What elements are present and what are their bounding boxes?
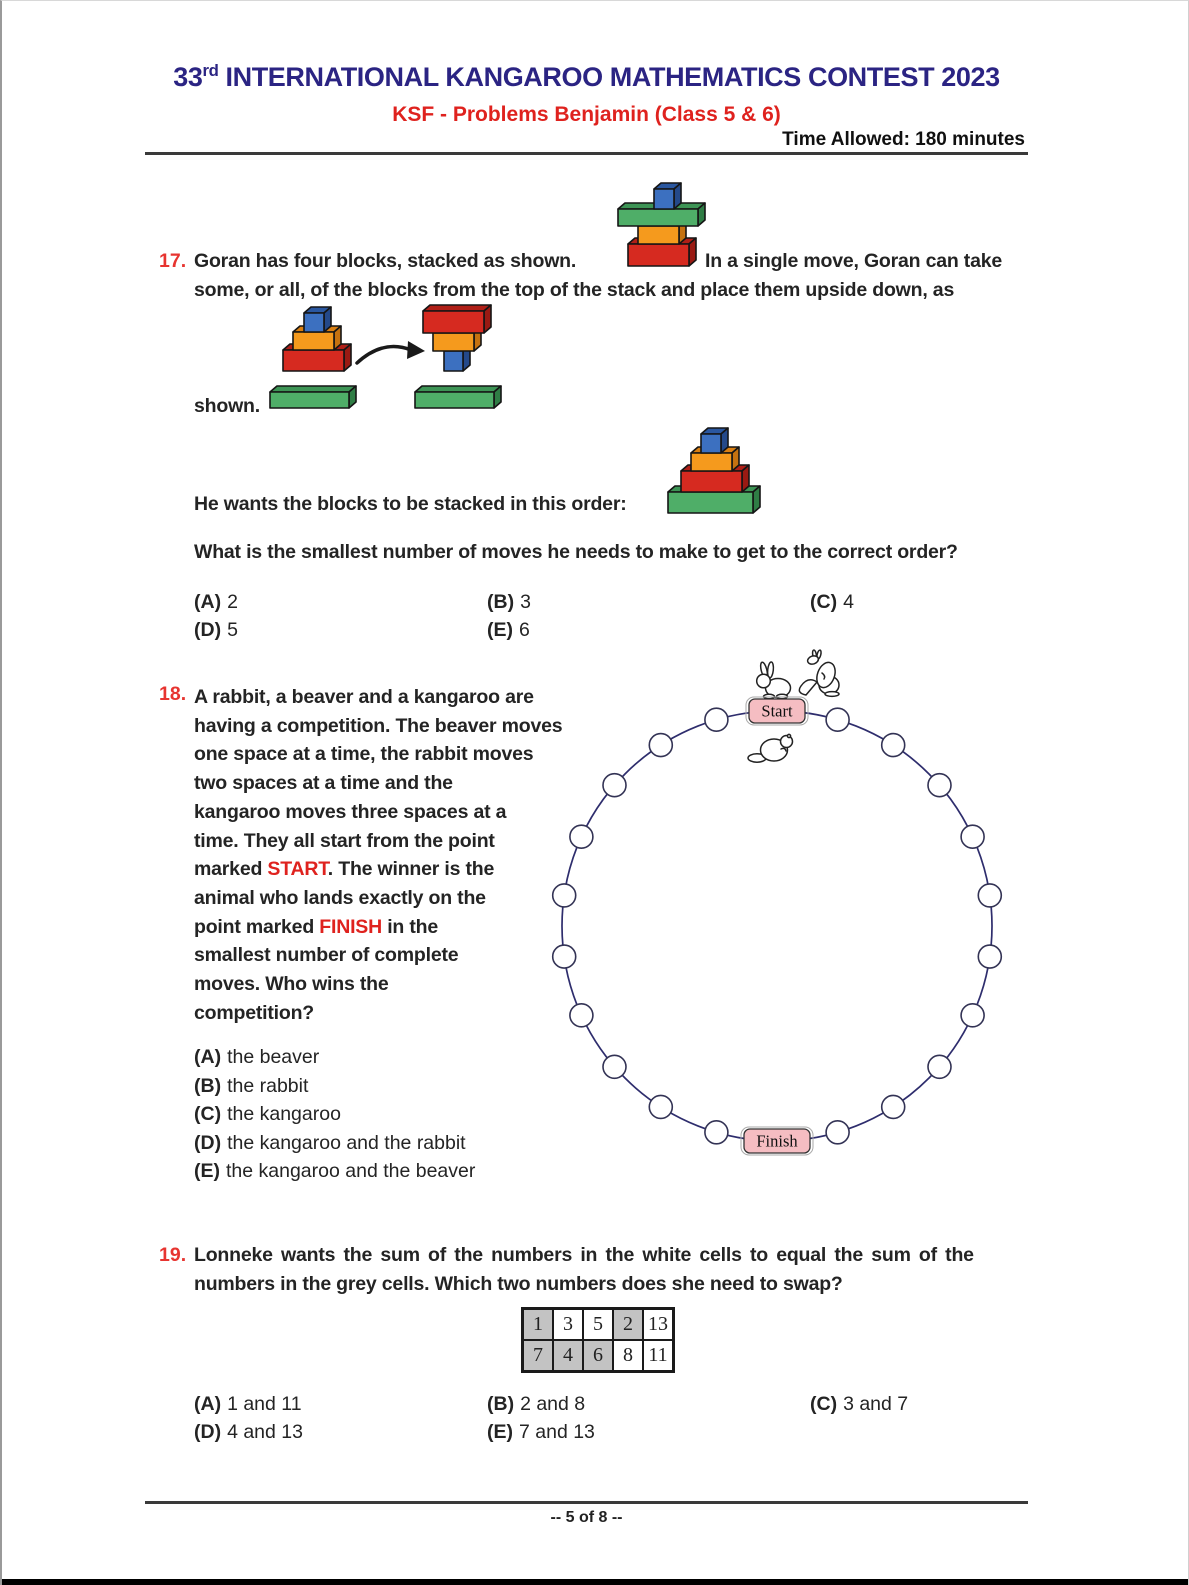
finish-word: FINISH bbox=[319, 915, 382, 938]
footer-rule bbox=[145, 1501, 1028, 1504]
finish-label bbox=[741, 1127, 813, 1155]
title-ordinal-suffix: rd bbox=[202, 61, 219, 80]
q17-option-e: (E) 6 bbox=[487, 619, 530, 641]
track-node bbox=[705, 708, 728, 731]
q19-line1: Lonneke wants the sum of the numbers in the white cells to equal the sum of the bbox=[194, 1244, 974, 1266]
q19-option-a: (A) 1 and 11 bbox=[194, 1393, 302, 1415]
track-node bbox=[978, 945, 1001, 968]
track-node bbox=[553, 945, 576, 968]
q17-number: 17. bbox=[159, 250, 187, 272]
time-allowed: Time Allowed: 180 minutes bbox=[782, 129, 1025, 150]
track-circle bbox=[562, 711, 992, 1141]
q18-line: moves. Who wins the bbox=[194, 973, 389, 996]
q18-line: kangaroo moves three spaces at a bbox=[194, 800, 507, 823]
q19-option-b: (B) 2 and 8 bbox=[487, 1393, 586, 1415]
track-node bbox=[978, 884, 1001, 907]
q19-option-c: (C) 3 and 7 bbox=[810, 1393, 909, 1415]
track-node bbox=[961, 1004, 984, 1027]
blue-block bbox=[304, 307, 331, 332]
q18-text bbox=[194, 683, 562, 1027]
q17-question: What is the smallest number of moves he needs to make to get to the correct order? bbox=[194, 541, 958, 563]
q18-line: marked START. The winner is the bbox=[194, 858, 495, 881]
bottom-edge bbox=[2, 1579, 1189, 1585]
q17-option-b: (B) 3 bbox=[487, 591, 531, 613]
track-node bbox=[928, 1055, 951, 1078]
target-stack-figure bbox=[658, 425, 768, 523]
q19-option-e: (E) 7 and 13 bbox=[487, 1421, 595, 1443]
q18-line: two spaces at a time and the bbox=[194, 772, 453, 795]
table-cell: 3 bbox=[553, 1309, 583, 1340]
q18-line: A rabbit, a beaver and a kangaroo are bbox=[194, 686, 534, 708]
table-cell: 4 bbox=[553, 1340, 583, 1371]
track-node bbox=[961, 825, 984, 848]
q18-option-e: (E) the kangaroo and the beaver bbox=[194, 1160, 476, 1182]
page-title bbox=[145, 61, 1028, 93]
table-cell: 1 bbox=[523, 1309, 553, 1340]
rabbit-icon bbox=[757, 662, 791, 699]
green-block bbox=[415, 386, 501, 408]
svg-text:Start: Start bbox=[761, 701, 793, 721]
table-cell: 2 bbox=[613, 1309, 643, 1340]
track-node bbox=[603, 774, 626, 797]
move-demo-figure bbox=[265, 299, 510, 421]
blue-block bbox=[654, 183, 681, 209]
track-node bbox=[826, 1121, 849, 1144]
q18-line: competition? bbox=[194, 1001, 315, 1024]
q17-line1b: In a single move, Goran can take bbox=[705, 250, 1003, 272]
track-node bbox=[705, 1121, 728, 1144]
q18-line: point marked FINISH in the bbox=[194, 915, 438, 938]
green-block bbox=[270, 386, 356, 408]
move-arrow-icon bbox=[357, 341, 425, 363]
track-node bbox=[882, 734, 905, 757]
q19-option-d: (D) 4 and 13 bbox=[194, 1421, 303, 1443]
q18-line: smallest number of complete bbox=[194, 944, 459, 967]
track-node bbox=[649, 734, 672, 757]
q18-line: animal who lands exactly on the bbox=[194, 886, 486, 909]
q17-line4: He wants the blocks to be stacked in this order: bbox=[194, 493, 627, 515]
q17-option-c: (C) 4 bbox=[810, 591, 854, 613]
table-cell: 13 bbox=[643, 1309, 673, 1340]
table-cell: 5 bbox=[583, 1309, 613, 1340]
track-node bbox=[570, 825, 593, 848]
q19-table bbox=[521, 1307, 675, 1373]
track-node bbox=[826, 708, 849, 731]
page-number: -- 5 of 8 -- bbox=[550, 1509, 623, 1526]
track-node bbox=[553, 884, 576, 907]
q17-option-a: (A) 2 bbox=[194, 591, 238, 613]
race-track-figure bbox=[542, 649, 1022, 1194]
title-number: 33 bbox=[173, 62, 203, 92]
track-node bbox=[928, 774, 951, 797]
q17-line1a: Goran has four blocks, stacked as shown. bbox=[194, 250, 577, 272]
track-node bbox=[649, 1095, 672, 1118]
q18-line: time. They all start from the point bbox=[194, 829, 495, 852]
table-cell: 11 bbox=[643, 1340, 673, 1371]
q18-option-d: (D) the kangaroo and the rabbit bbox=[194, 1132, 466, 1154]
header-rule bbox=[145, 152, 1028, 155]
q18-option-a: (A) the beaver bbox=[194, 1046, 320, 1068]
table-cell: 7 bbox=[523, 1340, 553, 1371]
q18-option-c: (C) the kangaroo bbox=[194, 1103, 341, 1125]
table-cell: 6 bbox=[583, 1340, 613, 1371]
start-word: START bbox=[267, 858, 328, 881]
track-node bbox=[603, 1055, 626, 1078]
table-cell: 8 bbox=[613, 1340, 643, 1371]
q17-line3: shown. bbox=[194, 395, 260, 417]
q17-line2: some, or all, of the blocks from the top of the stack and place them upside down, as bbox=[194, 279, 955, 301]
svg-text:Finish: Finish bbox=[756, 1131, 798, 1151]
start-label bbox=[746, 697, 808, 725]
q17-option-d: (D) 5 bbox=[194, 619, 238, 641]
track-node bbox=[882, 1095, 905, 1118]
blue-block bbox=[701, 428, 728, 453]
red-block bbox=[423, 305, 491, 333]
q19-line2: numbers in the grey cells. Which two numbers does she need to swap? bbox=[194, 1273, 843, 1295]
beaver-icon bbox=[748, 734, 793, 762]
kangaroo-icon bbox=[799, 650, 839, 697]
page-subtitle: KSF - Problems Benjamin (Class 5 & 6) bbox=[392, 103, 781, 126]
q18-line: one space at a time, the rabbit moves bbox=[194, 743, 534, 766]
q18-number: 18. bbox=[159, 683, 187, 705]
title-text: INTERNATIONAL KANGAROO MATHEMATICS CONTEST 2023 bbox=[218, 62, 1000, 92]
track-node bbox=[570, 1004, 593, 1027]
q18-option-b: (B) the rabbit bbox=[194, 1075, 309, 1097]
q18-line: having a competition. The beaver moves bbox=[194, 714, 563, 737]
q19-number: 19. bbox=[159, 1244, 187, 1266]
current-stack-figure bbox=[602, 177, 712, 275]
